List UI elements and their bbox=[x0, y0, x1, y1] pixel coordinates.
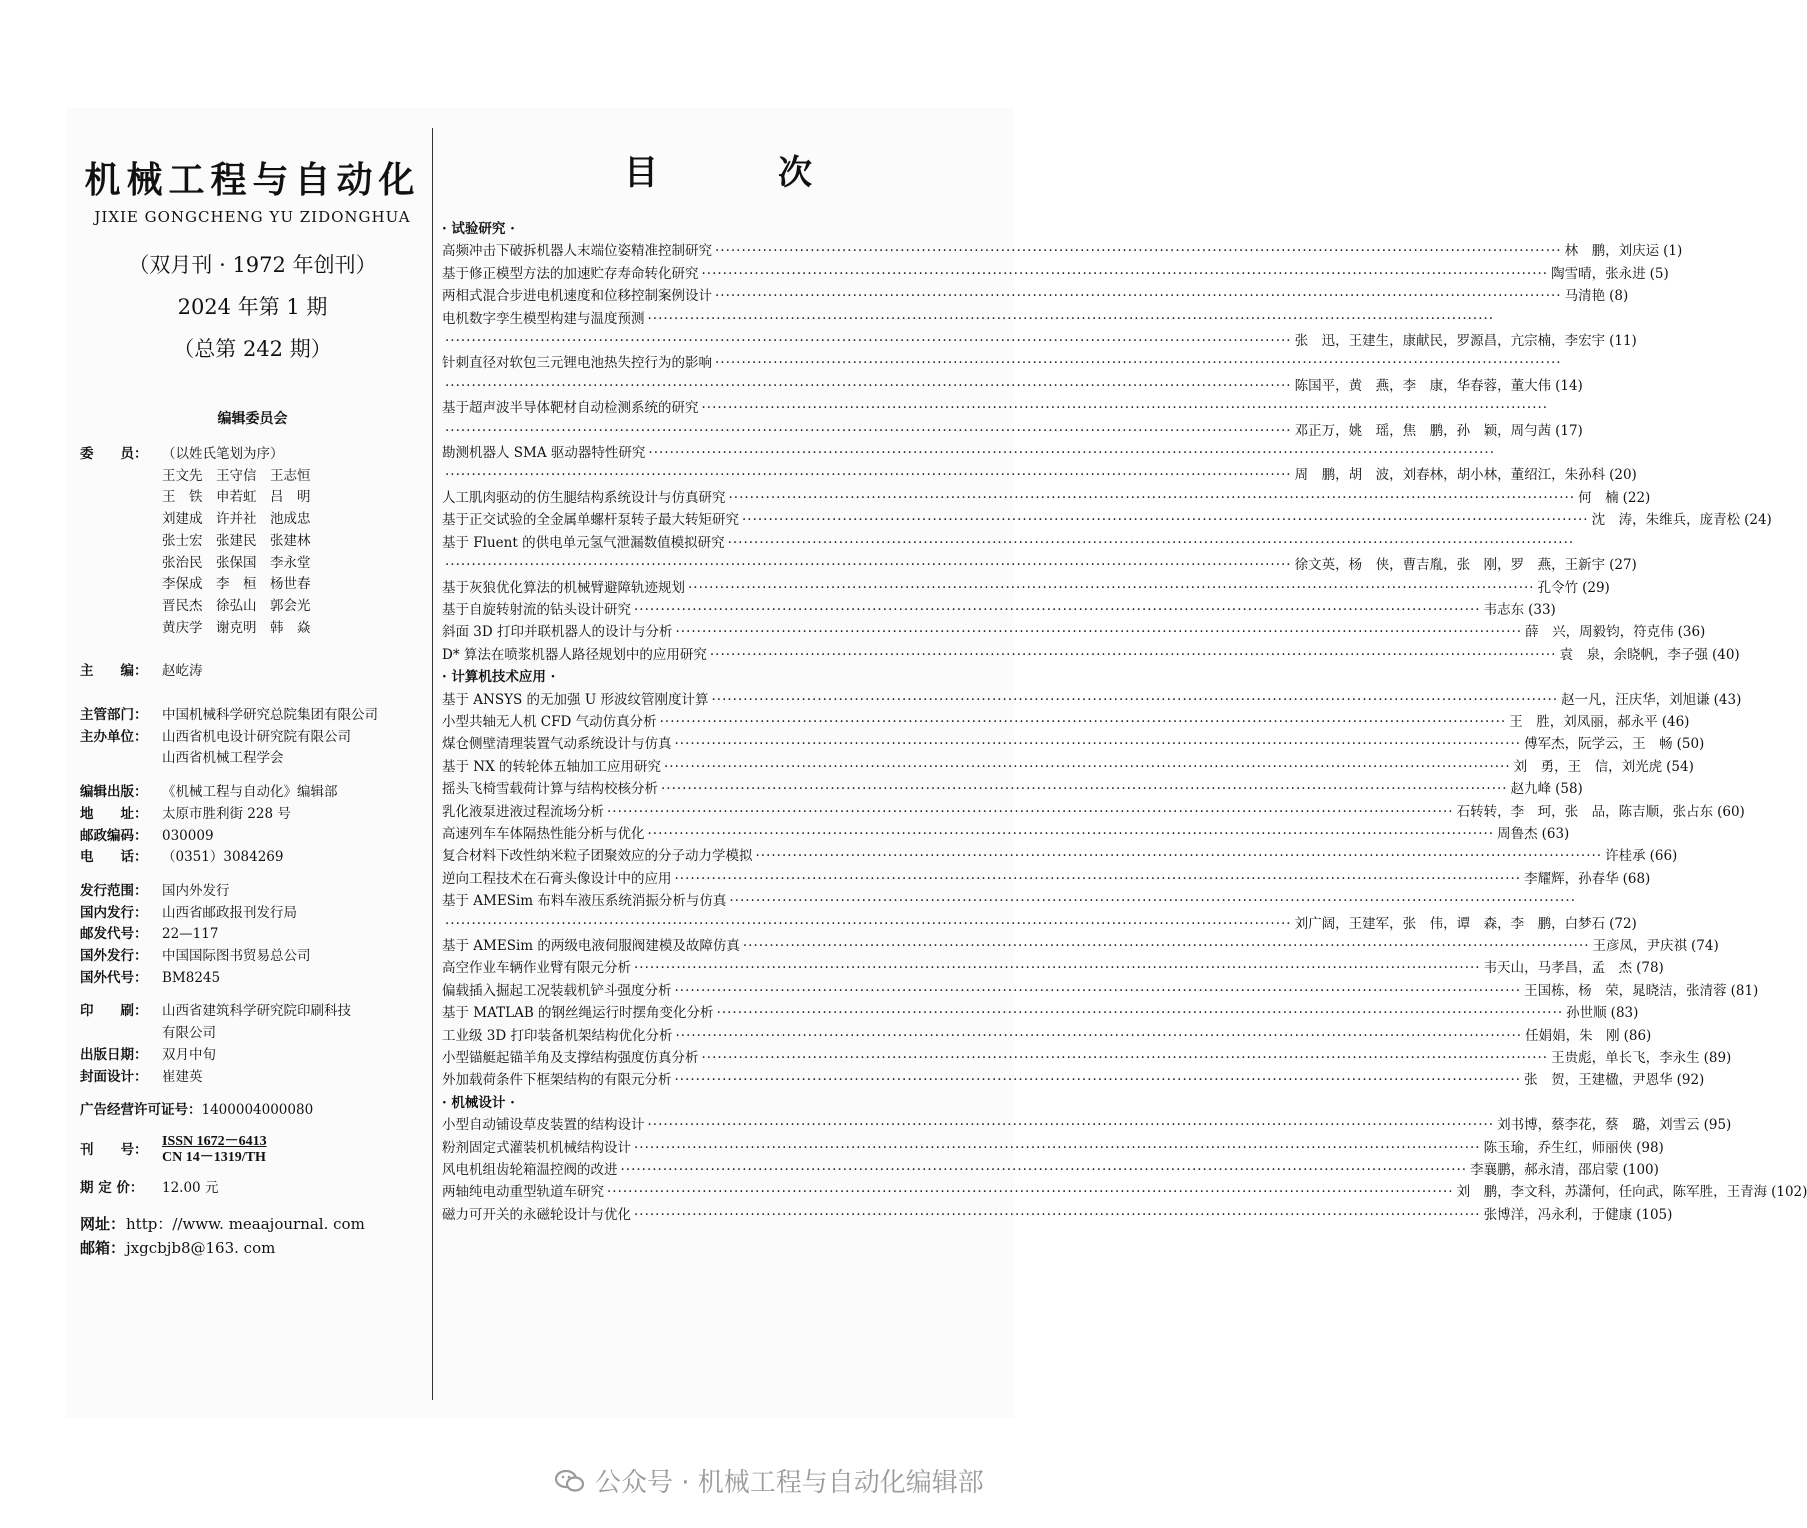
issn-label: 刊 号： bbox=[80, 1141, 148, 1158]
article-title: 复合材料下改性纳米粒子团聚效应的分子动力学模拟 bbox=[442, 848, 753, 865]
article-authors: 韦志东 bbox=[1483, 601, 1525, 618]
sponsor-row bbox=[80, 727, 425, 770]
toc-entry[interactable] bbox=[442, 711, 1690, 733]
leader-dots: ································································································································································ bbox=[648, 445, 1496, 462]
article-authors: 薛 兴，周毅钧，符克伟 bbox=[1525, 624, 1674, 641]
members-row bbox=[80, 444, 425, 466]
toc-entry[interactable] bbox=[442, 1114, 1732, 1136]
article-authors: 徐文英，杨 侠，曹吉胤，张 刚，罗 燕，王新宇 bbox=[1294, 557, 1606, 574]
toc-entry[interactable] bbox=[442, 644, 1740, 666]
price: 12.00 元 bbox=[162, 1179, 219, 1196]
article-authors: 张 贺，王建楹，尹恩华 bbox=[1524, 1072, 1673, 1089]
article-page: (66) bbox=[1649, 848, 1678, 865]
leader-dots: ································································································································································ bbox=[664, 758, 1511, 775]
members-label: 委 员： bbox=[80, 446, 148, 462]
toc-entry[interactable] bbox=[442, 890, 1637, 935]
dist-scope-row bbox=[80, 881, 425, 903]
article-page: (74) bbox=[1691, 938, 1719, 954]
toc-section-heading: · 机械设计 · bbox=[442, 1094, 515, 1111]
article-authors: 任娟娟，朱 刚 bbox=[1525, 1027, 1620, 1044]
committee-member-row: 张治民 张保国 李永堂 bbox=[162, 554, 311, 571]
article-authors: 张博洋，冯永利，于健康 bbox=[1483, 1206, 1633, 1223]
article-page: (89) bbox=[1703, 1050, 1732, 1067]
article-title: 摇头飞椅雪载荷计算与结构校核分析 bbox=[442, 781, 658, 798]
article-title: 高空作业车辆作业臂有限元分析 bbox=[442, 960, 631, 977]
article-title: 基于 AMESim 布料车液压系统消振分析与仿真 bbox=[442, 893, 727, 910]
sponsors bbox=[162, 727, 425, 770]
total-issue: （总第 242 期） bbox=[173, 337, 332, 361]
zip-row bbox=[80, 826, 425, 848]
toc-entry[interactable] bbox=[442, 509, 1772, 531]
article-title: 基于正交试验的全金属单螺杆泵转子最大转矩研究 bbox=[442, 512, 739, 529]
cover-designer: 崔建英 bbox=[162, 1068, 203, 1085]
article-title: 小型自动铺设草皮装置的结构设计 bbox=[442, 1117, 645, 1134]
article-authors: 王国栋，杨 荣，晁晓洁，张清蓉 bbox=[1524, 982, 1727, 999]
toc-entry[interactable] bbox=[442, 1047, 1732, 1069]
leader-dots: ································································································································································ bbox=[607, 803, 1454, 820]
email-row bbox=[80, 1236, 425, 1260]
toc-section-heading: · 计算机技术应用 · bbox=[442, 669, 556, 686]
article-authors: 李耀辉，孙春华 bbox=[1524, 870, 1619, 887]
article-authors: 马清艳 bbox=[1564, 288, 1606, 305]
address: 太原市胜利街 228 号 bbox=[162, 805, 291, 822]
toc-entry[interactable] bbox=[442, 532, 1637, 577]
toc-entry[interactable] bbox=[442, 689, 1742, 711]
article-authors: 周 鹏，胡 波，刘春林，胡小林，董绍江，朱孙科 bbox=[1294, 467, 1606, 484]
article-page: (105) bbox=[1636, 1206, 1673, 1223]
issn-row bbox=[80, 1134, 425, 1166]
toc-entry[interactable] bbox=[442, 352, 1583, 397]
intl-distributor: 中国国际图书贸易总公司 bbox=[162, 948, 311, 965]
article-authors: 刘 鹏，李文科，苏潇何，任向武，陈军胜，王青海 bbox=[1456, 1184, 1768, 1201]
article-authors: 林 鹏，刘庆运 bbox=[1564, 243, 1660, 260]
leader-dots: ································································································································································ bbox=[728, 489, 1576, 506]
chief-editor: 赵屹涛 bbox=[162, 663, 203, 680]
toc-entry[interactable] bbox=[442, 577, 1610, 599]
article-authors: 邓正万，姚 瑶，焦 鹏，孙 颖，周勻茜 bbox=[1294, 422, 1552, 439]
toc-entry[interactable] bbox=[442, 599, 1556, 621]
article-page: (17) bbox=[1555, 422, 1583, 439]
article-title: 小型共轴无人机 CFD 气动仿真分析 bbox=[442, 713, 657, 730]
email-link[interactable]: jxgcbjb8@163. com bbox=[126, 1238, 276, 1257]
watermark-text: 公众号 · 机械工程与自动化编辑部 bbox=[595, 1468, 984, 1498]
leader-dots: ································································································································································ bbox=[674, 982, 1522, 999]
table-of-contents bbox=[442, 150, 1807, 1226]
article-page: (22) bbox=[1622, 489, 1651, 506]
article-title: 乳化液泵进液过程流场分析 bbox=[442, 803, 604, 820]
zip-label: 邮政编码： bbox=[80, 827, 148, 844]
article-page: (14) bbox=[1555, 377, 1583, 394]
article-page: (40) bbox=[1711, 646, 1740, 663]
printer-line-1: 山西省建筑科学研究院印刷科技 bbox=[162, 1003, 351, 1020]
leader-dots: ································································································································································ bbox=[674, 736, 1522, 753]
cn-number: CN 14－1319/TH bbox=[162, 1149, 266, 1165]
article-title: 基于 ANSYS 的无加强 U 形波纹管刚度计算 bbox=[442, 691, 709, 708]
intl-code-label: 国外代号： bbox=[80, 969, 148, 986]
article-page: (78) bbox=[1636, 960, 1664, 977]
article-title: 两轴纯电动重型轨道车研究 bbox=[442, 1184, 604, 1201]
column-divider bbox=[432, 128, 433, 1400]
printer bbox=[162, 1001, 425, 1044]
dist-scope: 国内外发行 bbox=[162, 882, 230, 899]
article-page: (43) bbox=[1713, 691, 1742, 708]
leader-dots: ································································································································································ bbox=[445, 915, 1292, 932]
toc-entry[interactable] bbox=[442, 845, 1678, 867]
committee-member-row: 晋民杰 徐弘山 郭会光 bbox=[162, 597, 311, 614]
cover-row bbox=[80, 1067, 425, 1089]
leader-dots: ································································································································································ bbox=[742, 938, 1590, 954]
article-authors: 傅军杰，阮学云，王 畅 bbox=[1524, 736, 1673, 753]
publication-frequency: （双月刊 · 1972 年创刊） bbox=[128, 253, 377, 277]
dist-scope-label: 发行范围： bbox=[80, 882, 148, 899]
toc-entry[interactable] bbox=[442, 980, 1759, 1002]
website-label: 网址： bbox=[80, 1214, 126, 1233]
article-page: (54) bbox=[1666, 758, 1694, 775]
leader-dots: ································································································································································ bbox=[755, 848, 1603, 865]
pubdate: 双月中旬 bbox=[162, 1046, 216, 1063]
article-title: 煤仓侧壁清理装置气动系统设计与仿真 bbox=[442, 736, 672, 753]
printer-label: 印 刷： bbox=[80, 1003, 148, 1020]
article-authors: 周鲁杰 bbox=[1497, 825, 1538, 842]
chief-editor-row bbox=[80, 661, 425, 683]
phone-label: 电 话： bbox=[80, 849, 148, 866]
article-title: 基于自旋转射流的钻头设计研究 bbox=[442, 601, 631, 618]
toc-entry[interactable] bbox=[442, 733, 1705, 755]
committee-member-row: 刘建成 许并社 池成忠 bbox=[162, 511, 311, 528]
domestic-dist-row bbox=[80, 903, 425, 925]
article-title: 基于 Fluent 的供电单元氢气泄漏数值模拟研究 bbox=[442, 534, 725, 551]
toc-entry[interactable] bbox=[442, 1159, 1659, 1181]
article-authors: 赵九峰 bbox=[1510, 781, 1552, 798]
leader-dots: ································································································································································ bbox=[716, 1005, 1564, 1022]
article-title: 人工肌肉驱动的仿生腿结构系统设计与仿真研究 bbox=[442, 489, 726, 506]
toc-list bbox=[442, 218, 1807, 1226]
article-page: (63) bbox=[1541, 825, 1570, 842]
leader-dots: ································································································································································ bbox=[742, 512, 1589, 529]
article-authors: 沈 涛，朱维兵，庞青松 bbox=[1591, 512, 1741, 529]
toc-entry[interactable] bbox=[442, 621, 1706, 643]
issn-block bbox=[162, 1134, 425, 1166]
article-title: 基于 MATLAB 的钢丝绳运行时摆角变化分析 bbox=[442, 1005, 714, 1022]
leader-dots: ································································································································································ bbox=[647, 1117, 1495, 1134]
article-title: 小型锚艇起锚羊角及支撑结构强度仿真分析 bbox=[442, 1050, 699, 1067]
leader-dots: ································································································································································ bbox=[715, 243, 1562, 260]
toc-entry[interactable] bbox=[442, 823, 1570, 845]
leader-dots: ································································································································································ bbox=[634, 1206, 1481, 1223]
article-title: 电机数字孪生模型构建与温度预测 bbox=[442, 310, 645, 327]
toc-entry[interactable] bbox=[442, 957, 1664, 979]
leader-dots: ································································································································································ bbox=[701, 1050, 1549, 1067]
leader-dots: ································································································································································ bbox=[647, 310, 1495, 327]
toc-entry[interactable] bbox=[442, 240, 1683, 262]
article-title: D* 算法在喷浆机器人路径规划中的应用研究 bbox=[442, 646, 707, 663]
leader-dots: ································································································································································ bbox=[634, 960, 1481, 977]
toc-entry[interactable] bbox=[442, 935, 1719, 957]
committee-heading: 编辑委员会 bbox=[217, 411, 288, 427]
cover-label: 封面设计： bbox=[80, 1068, 148, 1085]
article-page: (60) bbox=[1717, 803, 1745, 820]
toc-title-char-1: 目 bbox=[624, 153, 658, 193]
toc-title bbox=[442, 150, 994, 196]
article-title: 针刺直径对软包三元锂电池热失控行为的影响 bbox=[442, 355, 712, 372]
leader-dots: ································································································································································ bbox=[711, 691, 1559, 708]
leader-dots: ································································································································································ bbox=[445, 557, 1292, 574]
supervisor-label: 主管部门： bbox=[80, 707, 148, 724]
article-authors: 孙世顺 bbox=[1566, 1005, 1607, 1022]
website-link[interactable]: http：//www. meaajournal. com bbox=[126, 1214, 365, 1233]
chief-editor-label: 主 编： bbox=[80, 663, 148, 680]
article-title: 高速列车车体隔热性能分析与优化 bbox=[442, 825, 645, 842]
article-title: 基于修正模型方法的加速贮存寿命转化研究 bbox=[442, 265, 699, 282]
intl-dist-label: 国外发行： bbox=[80, 948, 148, 965]
article-authors: 王 胜，刘凤丽，郝永平 bbox=[1509, 713, 1658, 730]
committee-members bbox=[162, 466, 425, 640]
article-title: 风电机组齿轮箱温控阀的改进 bbox=[442, 1162, 618, 1179]
article-page: (29) bbox=[1582, 579, 1610, 596]
postal-code-row bbox=[80, 924, 425, 946]
article-page: (58) bbox=[1555, 781, 1583, 798]
article-page: (11) bbox=[1609, 333, 1637, 350]
leader-dots: ································································································································································ bbox=[620, 1162, 1468, 1179]
sponsor-label: 主办单位： bbox=[80, 728, 148, 745]
article-authors: 陈国平，黄 燕，李 康，华春蓉，董大伟 bbox=[1294, 377, 1552, 394]
toc-entry[interactable] bbox=[442, 397, 1583, 442]
supervisor-row bbox=[80, 705, 425, 727]
leader-dots: ································································································································································ bbox=[634, 1139, 1481, 1156]
wechat-icon bbox=[555, 1469, 585, 1493]
leader-dots: ································································································································································ bbox=[647, 825, 1495, 842]
leader-dots: ································································································································································ bbox=[674, 1072, 1522, 1089]
postal-code-label: 邮发代号： bbox=[80, 926, 148, 943]
ad-license-label: 广告经营许可证号： bbox=[80, 1102, 202, 1119]
committee-member-row: 黄庆学 谢克明 韩 焱 bbox=[162, 619, 311, 636]
article-title: 外加载荷条件下框架结构的有限元分析 bbox=[442, 1072, 672, 1089]
leader-dots: ································································································································································ bbox=[445, 467, 1292, 484]
members-note: （以姓氏笔划为序） bbox=[162, 446, 284, 462]
leader-dots: ································································································································································ bbox=[727, 534, 1575, 551]
article-page: (81) bbox=[1730, 982, 1759, 999]
publisher-row bbox=[80, 782, 425, 804]
toc-entry[interactable] bbox=[442, 801, 1745, 823]
toc-section-heading: · 试验研究 · bbox=[442, 221, 515, 237]
article-page: (20) bbox=[1609, 467, 1637, 484]
leader-dots: ································································································································································ bbox=[688, 579, 1535, 596]
intl-dist-row bbox=[80, 946, 425, 968]
phone-row bbox=[80, 847, 425, 869]
leader-dots: ································································································································································ bbox=[715, 288, 1562, 305]
article-title: 基于 AMESim 的两级电液伺服阀建模及故障仿真 bbox=[442, 938, 740, 954]
toc-entry[interactable] bbox=[442, 1025, 1652, 1047]
leader-dots: ································································································································································ bbox=[715, 355, 1562, 372]
article-authors: 王贵彪，单长飞，李永生 bbox=[1551, 1050, 1700, 1067]
article-authors: 刘广阔，王建军，张 伟，谭 森，李 鹏，白梦石 bbox=[1294, 915, 1606, 932]
toc-entry[interactable] bbox=[442, 263, 1669, 285]
article-title: 磁力可开关的永磁轮设计与优化 bbox=[442, 1206, 631, 1223]
article-title: 偏载插入掘起工况装载机铲斗强度分析 bbox=[442, 982, 672, 999]
article-page: (50) bbox=[1676, 736, 1705, 753]
issue-number: 2024 年第 1 期 bbox=[177, 295, 328, 319]
article-authors: 刘书博，蔡李花，蔡 璐，刘雪云 bbox=[1497, 1117, 1700, 1134]
zip-code: 030009 bbox=[162, 827, 214, 844]
pubdate-label: 出版日期： bbox=[80, 1046, 148, 1063]
wechat-watermark bbox=[555, 1462, 984, 1499]
leader-dots: ································································································································································ bbox=[634, 601, 1481, 618]
leader-dots: ································································································································································ bbox=[675, 624, 1523, 641]
journal-pinyin: JIXIE GONGCHENG YU ZIDONGHUA bbox=[94, 208, 411, 226]
leader-dots: ································································································································································ bbox=[445, 333, 1292, 350]
intl-code-row bbox=[80, 968, 425, 990]
website-row bbox=[80, 1212, 425, 1236]
toc-entry[interactable] bbox=[442, 1002, 1639, 1024]
article-page: (27) bbox=[1609, 557, 1637, 574]
article-authors: 刘 勇，王 信，刘光虎 bbox=[1513, 758, 1663, 775]
sponsor-1: 山西省机电设计研究院有限公司 bbox=[162, 728, 351, 745]
article-title: 勘测机器人 SMA 驱动器特性研究 bbox=[442, 445, 646, 462]
masthead-column bbox=[80, 150, 425, 1260]
toc-entry[interactable] bbox=[442, 1137, 1664, 1159]
leader-dots: ································································································································································ bbox=[661, 781, 1508, 798]
supervisor: 中国机械科学研究总院集团有限公司 bbox=[162, 707, 378, 724]
pubdate-row bbox=[80, 1045, 425, 1067]
leader-dots: ································································································································································ bbox=[709, 646, 1557, 663]
toc-entry[interactable] bbox=[442, 442, 1637, 487]
toc-title-char-2: 次 bbox=[778, 153, 812, 193]
domestic-dist-label: 国内发行： bbox=[80, 904, 148, 921]
article-page: (92) bbox=[1676, 1072, 1705, 1089]
leader-dots: ································································································································································ bbox=[445, 422, 1292, 439]
email-label: 邮箱： bbox=[80, 1238, 126, 1257]
masthead-info bbox=[80, 444, 425, 1260]
toc-entry[interactable] bbox=[442, 1069, 1705, 1091]
article-page: (98) bbox=[1636, 1139, 1664, 1156]
article-title: 两相式混合步进电机速度和位移控制案例设计 bbox=[442, 288, 712, 305]
committee-member-row: 李保成 李 桓 杨世春 bbox=[162, 576, 311, 593]
committee-member-row: 张士宏 张建民 张建林 bbox=[162, 532, 311, 549]
article-page: (5) bbox=[1649, 265, 1669, 282]
intl-code: BM8245 bbox=[162, 969, 221, 986]
leader-dots: ································································································································································ bbox=[674, 870, 1522, 887]
article-title: 斜面 3D 打印并联机器人的设计与分析 bbox=[442, 624, 673, 641]
phone-number: （0351）3084269 bbox=[162, 849, 284, 866]
ad-license: 1400004000080 bbox=[201, 1102, 314, 1119]
toc-entry[interactable] bbox=[442, 778, 1583, 800]
article-title: 工业级 3D 打印装备机架结构优化分析 bbox=[442, 1027, 673, 1044]
leader-dots: ································································································································································ bbox=[607, 1184, 1454, 1201]
domestic-distributor: 山西省邮政报刊发行局 bbox=[162, 904, 297, 921]
committee-member-row: 王文先 王守信 王志恒 bbox=[162, 467, 311, 484]
article-title: 基于超声波半导体靶材自动检测系统的研究 bbox=[442, 400, 699, 417]
article-authors: 孔令竹 bbox=[1537, 579, 1579, 596]
address-label: 地 址： bbox=[80, 805, 148, 822]
article-authors: 李襄鹏，郝永清，邵启蒙 bbox=[1470, 1162, 1619, 1179]
issn: ISSN 1672－6413 bbox=[162, 1133, 267, 1149]
sponsor-2: 山西省机械工程学会 bbox=[162, 750, 284, 767]
address-row bbox=[80, 804, 425, 826]
publisher: 《机械工程与自动化》编辑部 bbox=[162, 784, 338, 801]
committee-member-row: 王 铁 申若虹 吕 明 bbox=[162, 489, 311, 506]
article-page: (36) bbox=[1677, 624, 1706, 641]
leader-dots: ································································································································································ bbox=[729, 893, 1576, 910]
article-authors: 韦天山，马孝昌，孟 杰 bbox=[1483, 960, 1633, 977]
printer-line-2: 有限公司 bbox=[162, 1025, 216, 1042]
price-row bbox=[80, 1178, 425, 1200]
toc-entry[interactable] bbox=[442, 487, 1651, 509]
ad-license-row bbox=[80, 1100, 425, 1122]
toc-entry[interactable] bbox=[442, 308, 1637, 353]
article-page: (24) bbox=[1744, 512, 1772, 529]
toc-entry[interactable] bbox=[442, 1181, 1807, 1203]
leader-dots: ································································································································································ bbox=[701, 400, 1549, 417]
price-label: 期 定 价： bbox=[80, 1179, 144, 1196]
article-page: (33) bbox=[1528, 601, 1556, 618]
toc-entry[interactable] bbox=[442, 285, 1629, 307]
leader-dots: ································································································································································ bbox=[659, 713, 1507, 730]
article-title: 逆向工程技术在石膏头像设计中的应用 bbox=[442, 870, 672, 887]
article-page: (68) bbox=[1622, 870, 1651, 887]
article-authors: 何 楠 bbox=[1578, 489, 1619, 506]
article-page: (72) bbox=[1609, 915, 1637, 932]
article-page: (1) bbox=[1663, 243, 1683, 260]
toc-entry[interactable] bbox=[442, 868, 1651, 890]
article-page: (83) bbox=[1610, 1005, 1639, 1022]
postal-code: 22—117 bbox=[162, 926, 219, 943]
article-page: (100) bbox=[1622, 1162, 1659, 1179]
publisher-label: 编辑出版： bbox=[80, 784, 148, 801]
article-authors: 赵一凡，汪庆华，刘旭谦 bbox=[1561, 691, 1710, 708]
toc-entry[interactable] bbox=[442, 1204, 1673, 1226]
printer-row bbox=[80, 1001, 425, 1044]
article-authors: 许桂承 bbox=[1605, 848, 1646, 865]
toc-entry[interactable] bbox=[442, 756, 1694, 778]
article-authors: 陈玉瑜，乔生红，师丽侠 bbox=[1483, 1139, 1633, 1156]
article-authors: 张 迅，王建生，康献民，罗源昌，亢宗楠，李宏宇 bbox=[1294, 333, 1606, 350]
article-authors: 石转转，李 珂，张 品，陈吉顺，张占东 bbox=[1456, 803, 1714, 820]
leader-dots: ································································································································································ bbox=[445, 377, 1292, 394]
article-page: (46) bbox=[1661, 713, 1690, 730]
article-title: 基于 NX 的转轮体五轴加工应用研究 bbox=[442, 758, 662, 775]
article-page: (95) bbox=[1703, 1117, 1732, 1134]
article-page: (8) bbox=[1609, 288, 1629, 305]
article-authors: 王彦凤，尹庆祺 bbox=[1592, 938, 1687, 954]
leader-dots: ································································································································································ bbox=[675, 1027, 1523, 1044]
leader-dots: ································································································································································ bbox=[701, 265, 1549, 282]
article-authors: 陶雪晴，张永进 bbox=[1551, 265, 1646, 282]
article-page: (102) bbox=[1771, 1184, 1807, 1201]
article-authors: 袁 泉，余晓帆，李子强 bbox=[1559, 646, 1708, 663]
article-title: 基于灰狼优化算法的机械臂避障轨迹规划 bbox=[442, 579, 685, 596]
journal-title: 机械工程与自动化 bbox=[84, 159, 421, 201]
article-title: 高频冲击下破拆机器人末端位姿精准控制研究 bbox=[442, 243, 712, 260]
article-page: (86) bbox=[1623, 1027, 1652, 1044]
article-title: 粉剂固定式灌装机机械结构设计 bbox=[442, 1139, 631, 1156]
